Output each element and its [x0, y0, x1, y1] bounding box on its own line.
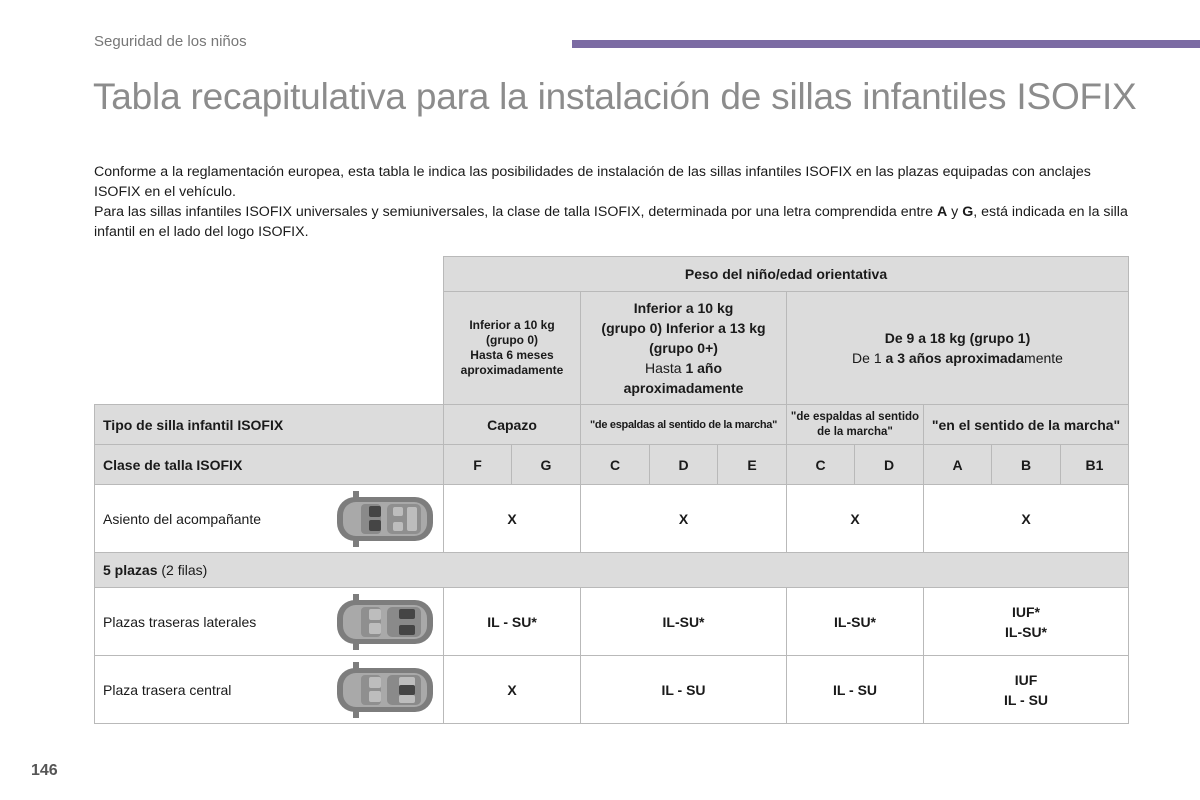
size-class-row	[95, 445, 1129, 485]
rear-center-value	[924, 656, 1129, 724]
passenger-value: X	[444, 485, 581, 553]
size-class-cell: C	[787, 445, 855, 485]
group-1-line: De 9 a 18 kg (grupo 1)	[884, 330, 1031, 346]
intro-text	[94, 162, 1139, 242]
size-class-cell: G	[512, 445, 581, 485]
size-class-cell: D	[650, 445, 718, 485]
group-0-line: Hasta 6 meses	[470, 348, 554, 362]
group-0plus-line: aproximadamente	[623, 380, 744, 396]
passenger-value: X	[787, 485, 924, 553]
group-0-header	[444, 292, 581, 405]
size-class-cell: B1	[1061, 445, 1129, 485]
section-label: Seguridad de los niños	[94, 33, 247, 50]
rear-center-seat-label: Plaza trasera central	[103, 681, 232, 698]
intro-paragraph-1: Conforme a la reglamentación europea, esta tabla le indica las posibilidades de instalación de las sillas infantiles ISOFIX en las plazas equipadas con anclajes ISOFIX en el vehículo.	[94, 164, 1091, 200]
intro-paragraph-2	[94, 202, 1139, 242]
group-0plus-line: Inferior a 10 kg	[633, 300, 734, 316]
passenger-value: X	[924, 485, 1129, 553]
car-rear-center-seat-icon	[333, 660, 437, 720]
passenger-seat-cell	[95, 485, 444, 553]
rear-center-value: X	[444, 656, 581, 724]
group-1-text: De 1	[852, 350, 886, 366]
rear-outer-line: IL-SU*	[1005, 623, 1047, 640]
group-1-line	[787, 348, 1128, 368]
class-letter-a: A	[936, 204, 948, 220]
rear-center-seat-cell	[95, 656, 444, 724]
type-forward-facing: "en el sentido de la marcha"	[924, 405, 1129, 445]
size-class-label: Clase de talla ISOFIX	[95, 445, 444, 485]
group-0plus-line: (grupo 0+)	[649, 340, 718, 356]
seat-type-row	[95, 405, 1129, 445]
isofix-table	[94, 256, 1129, 724]
passenger-seat-row	[95, 485, 1129, 553]
size-class-cell: C	[581, 445, 650, 485]
five-seats-bold: 5 plazas	[103, 562, 158, 578]
page-number: 146	[31, 762, 58, 779]
five-seats-section-row	[95, 553, 1129, 588]
weight-header: Peso del niño/edad orientativa	[444, 257, 1129, 292]
size-class-cell: F	[444, 445, 512, 485]
rear-center-value: IL - SU	[581, 656, 787, 724]
page-title: Tabla recapitulativa para la instalación de sillas infantiles ISOFIX	[93, 76, 1137, 117]
car-front-seat-icon	[333, 489, 437, 549]
weight-header-row	[95, 257, 1129, 292]
rear-outer-seats-cell	[95, 588, 444, 656]
group-0-line: (grupo 0)	[486, 333, 538, 347]
type-capazo: Capazo	[444, 405, 581, 445]
header-accent-bar	[572, 40, 1200, 48]
type-rear-facing: "de espaldas al sentido de la marcha"	[787, 405, 924, 445]
group-0plus-text: 1 año	[685, 360, 723, 376]
group-0-line: aproximadamente	[460, 363, 564, 377]
size-class-cell: B	[992, 445, 1061, 485]
rear-outer-value: IL-SU*	[581, 588, 787, 656]
passenger-value: X	[581, 485, 787, 553]
rear-outer-value: IL - SU*	[444, 588, 581, 656]
seat-type-label: Tipo de silla infantil ISOFIX	[95, 405, 444, 445]
passenger-seat-label: Asiento del acompañante	[103, 510, 261, 527]
group-0plus-text: Hasta	[644, 360, 686, 376]
car-rear-outer-seats-icon	[333, 592, 437, 652]
rear-outer-seats-label: Plazas traseras laterales	[103, 613, 257, 630]
rear-outer-value: IL-SU*	[787, 588, 924, 656]
rear-center-line: IL - SU	[1003, 691, 1049, 708]
rear-outer-line: IUF*	[1012, 603, 1040, 620]
size-class-cell: D	[855, 445, 924, 485]
type-rear-facing: "de espaldas al sentido de la marcha"	[581, 405, 787, 445]
group-1-text: mente	[1024, 350, 1063, 366]
rear-center-seat-row	[95, 656, 1129, 724]
group-0plus-header	[581, 292, 787, 405]
five-seats-rows: (2 filas)	[157, 562, 208, 578]
rear-outer-value	[924, 588, 1129, 656]
intro-text-part: , está indicada en la silla infantil en el lado del logo ISOFIX.	[94, 204, 1128, 240]
group-1-header	[787, 292, 1129, 405]
rear-outer-seats-row	[95, 588, 1129, 656]
group-0plus-line: (grupo 0) Inferior a 13 kg	[601, 320, 766, 336]
group-0plus-line	[581, 358, 786, 378]
group-0-line: Inferior a 10 kg	[469, 318, 555, 332]
class-letter-g: G	[962, 204, 974, 220]
blank-cell	[95, 257, 444, 292]
rear-center-value: IL - SU	[787, 656, 924, 724]
intro-text-part: y	[947, 204, 963, 220]
size-class-cell: E	[718, 445, 787, 485]
size-class-cell: A	[924, 445, 992, 485]
group-1-text: a 3 años aproximada	[885, 350, 1025, 366]
five-seats-section	[95, 553, 1129, 588]
group-header-row	[95, 292, 1129, 405]
rear-center-line: IUF	[1014, 671, 1038, 688]
intro-text-part: Para las sillas infantiles ISOFIX universales y semiuniversales, la clase de talla ISOFIX, determinada por una letra comprendida entre	[94, 204, 937, 220]
blank-cell	[95, 292, 444, 405]
